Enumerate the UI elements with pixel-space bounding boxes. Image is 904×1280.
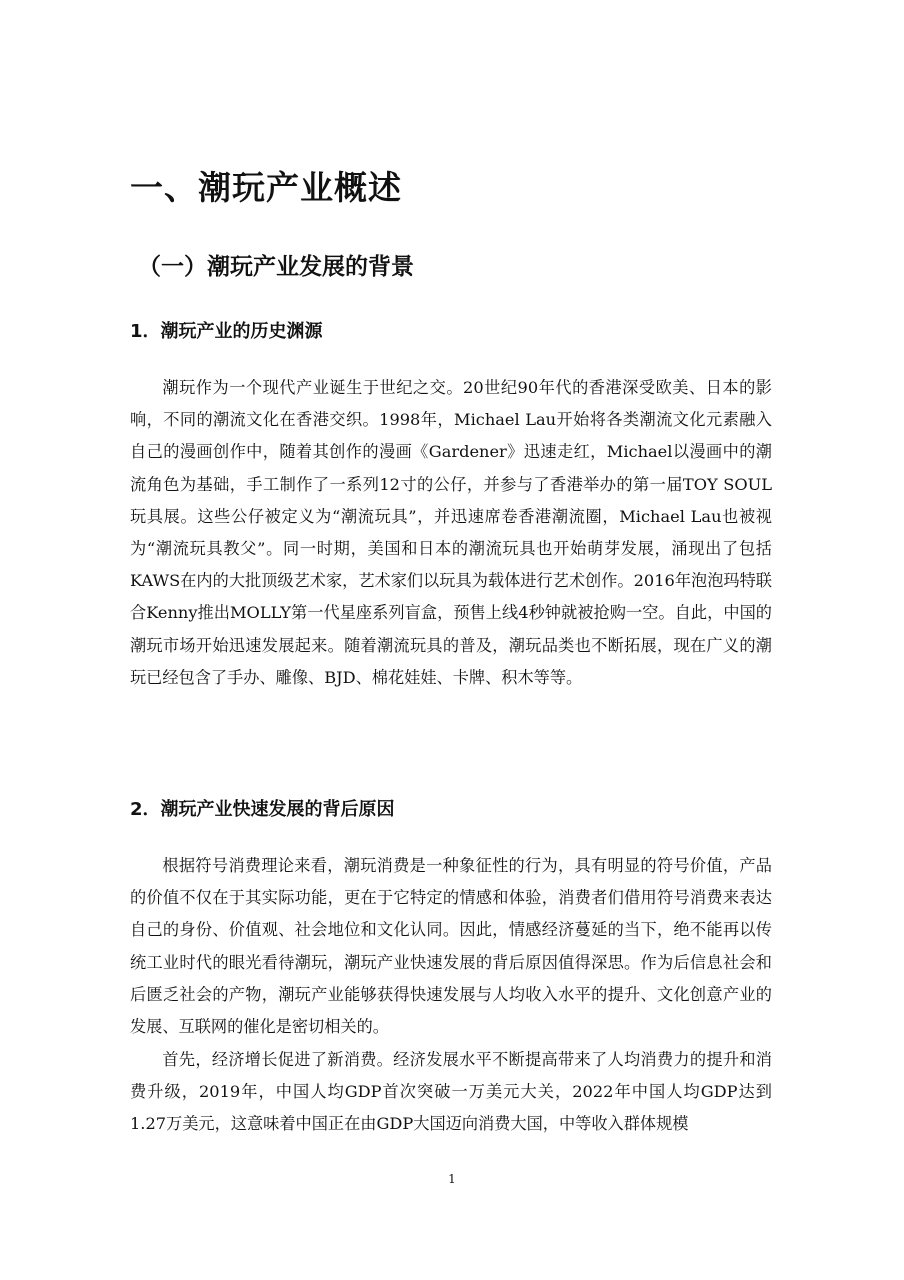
subsection-heading-reasons: 2．潮玩产业快速发展的背后原因 — [130, 799, 395, 820]
section-title: （一）潮玩产业发展的背景 — [138, 254, 414, 280]
paragraph-history: 潮玩作为一个现代产业诞生于世纪之交。20世纪90年代的香港深受欧美、日本的影响，不同的潮流文化在香港交织。1998年，Michael Lau开始将各类潮流文化元素融入自己的漫画创作中，随着其创作的漫画《Gardener》迅速走红，Michael以漫画中的潮流角色为基础，手工制作了一系列12寸的公仔，并参与了香港举办的第一届TOY SOUL玩具展。这些公仔被定义为“潮流玩具”，并迅速席卷香港潮流圈，Michael Lau也被视为“潮流玩具教父”。同一时期，美国和日本的潮流玩具也开始萌芽发展，涌现出了包括KAWS在内的大批顶级艺术家，艺术家们以玩具为载体进行艺术创作。2016年泡泡玛特联合Kenny推出MOLLY第一代星座系列盲盒，预售上线4秒钟就被抢购一空。自此，中国的潮玩市场开始迅速发展起来。随着潮流玩具的普及，潮玩品类也不断拓展，现在广义的潮玩已经包含了手办、雕像、BJD、棉花娃娃、卡牌、积木等等。 — [130, 378, 772, 687]
subsection-heading-history: 1．潮玩产业的历史渊源 — [130, 321, 323, 342]
paragraph-symbolic-consumption: 根据符号消费理论来看，潮玩消费是一种象征性的行为，具有明显的符号价值，产品的价值不仅在于其实际功能，更在于它特定的情感和体验，消费者们借用符号消费来表达自己的身份、价值观、社会地位和文化认同。因此，情感经济蔓延的当下，绝不能再以传统工业时代的眼光看待潮玩，潮玩产业快速发展的背后原因值得深思。作为后信息社会和后匮乏社会的产物，潮玩产业能够获得快速发展与人均收入水平的提升、文化创意产业的发展、互联网的催化是密切相关的。 — [130, 856, 772, 1037]
page-number: 1 — [448, 1172, 456, 1186]
paragraph-economic-growth: 首先，经济增长促进了新消费。经济发展水平不断提高带来了人均消费力的提升和消费升级，2019年，中国人均GDP首次突破一万美元大关，2022年中国人均GDP达到1.27万美元，这意味着中国正在由GDP大国迈向消费大国，中等收入群体规模 — [130, 1050, 772, 1134]
chapter-title: 一、潮玩产业概述 — [130, 168, 402, 207]
